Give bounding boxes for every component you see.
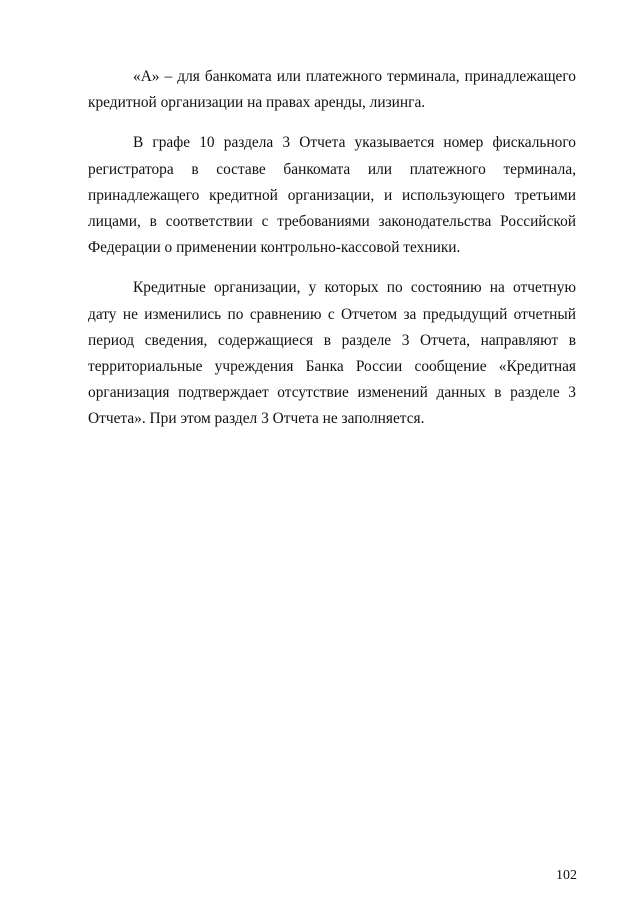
- paragraph-no-changes: Кредитные организации, у которых по состоянию на отчетную дату не изменились по сравнению с Отчетом за предыдущий отчетный период сведения, содержащиеся в разделе 3 Отчета, направляют в территориальные учреждения Банка России сообщение «Кредитная организация подтверждает отсутствие изменений данных в разделе 3 Отчета». При этом раздел 3 Отчета не заполняется.: [88, 279, 576, 428]
- body-text: [88, 64, 576, 447]
- paragraph-fiscal-registrar: В графе 10 раздела 3 Отчета указывается номер фискального регистратора в составе банкомата или платежного терминала, принадлежащего кредитной организации, и использующего третьими лицами, в соответствии с требованиями законодательства Российской Федерации о применении контрольно-кассовой техники.: [88, 134, 576, 257]
- paragraph-lessee-code: «A» – для банкомата или платежного терминала, принадлежащего кредитной организации на правах аренды, лизинга.: [88, 68, 576, 112]
- page-number: 102: [556, 868, 577, 883]
